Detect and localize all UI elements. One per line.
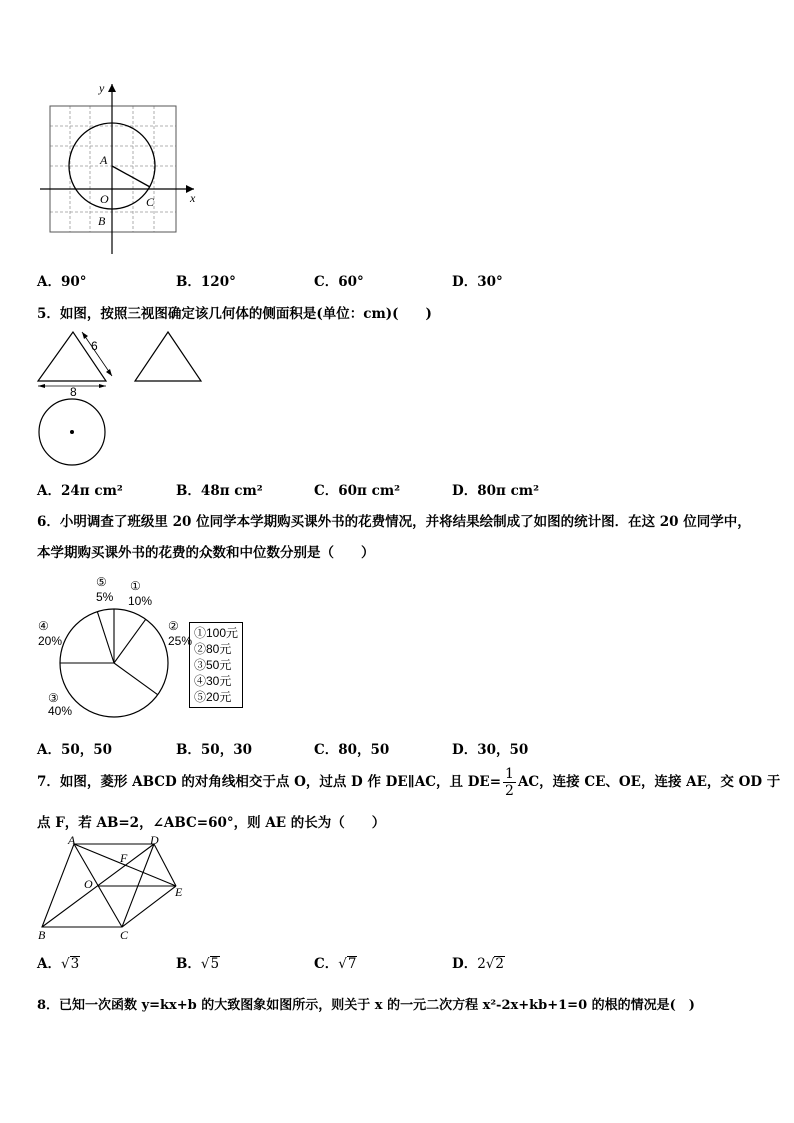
q7-label-d: D bbox=[150, 834, 159, 847]
q7-fraction bbox=[503, 766, 516, 799]
q5-dim-arrow-left bbox=[38, 384, 45, 388]
q6-option-c[interactable]: C．80，50 bbox=[314, 742, 390, 758]
q4-option-c[interactable]: C．60° bbox=[314, 274, 364, 290]
q7-fraction-denominator: 2 bbox=[505, 783, 514, 799]
q7-label-a: A bbox=[68, 834, 76, 847]
q5-option-a-value: 24π cm² bbox=[60, 483, 123, 499]
q5-option-b-letter: B． bbox=[176, 483, 201, 499]
q7-option-a-radicand: 3 bbox=[70, 956, 80, 972]
pie-slice-5-boundary bbox=[97, 612, 114, 663]
q4-label-c: C bbox=[146, 195, 155, 209]
pie-label-4-marker: ④ bbox=[38, 619, 49, 633]
q7-rhombus-figure bbox=[34, 834, 194, 942]
q7-label-b: B bbox=[38, 928, 46, 942]
q4-label-x: x bbox=[190, 191, 196, 205]
q4-radius-ac bbox=[112, 166, 150, 187]
q5-option-d[interactable] bbox=[452, 479, 539, 499]
legend-item-3: ③50元 bbox=[194, 658, 232, 672]
pie-label-2-percent: 25% bbox=[168, 634, 193, 648]
sqrt-icon: √ bbox=[200, 956, 210, 972]
pie-label-4-percent: 20% bbox=[38, 634, 63, 648]
q5-option-b[interactable] bbox=[176, 479, 263, 499]
q4-label-y: y bbox=[99, 81, 105, 95]
sqrt-icon: √ bbox=[60, 956, 70, 972]
q7-fraction-numerator: 1 bbox=[505, 766, 514, 782]
q6-stem-line1: 6．小明调查了班级里 20 位同学本学期购买课外书的花费情况，并将结果绘制成了如图的统计图．在这 20 位同学中， bbox=[37, 514, 751, 530]
sqrt-icon: √ bbox=[485, 956, 495, 972]
q5-dim-base-label: 8 bbox=[70, 385, 77, 399]
q6-pie-legend bbox=[189, 622, 243, 708]
q6-pie-slices bbox=[60, 609, 168, 717]
q4-label-o: O bbox=[100, 192, 109, 206]
legend-item-4: ④30元 bbox=[194, 674, 232, 688]
q7-option-d-radicand: 2 bbox=[495, 956, 505, 972]
q7-stem-line2: 点 F，若 AB=2，∠ABC=60°，则 AE 的长为（ ） bbox=[37, 815, 386, 831]
pie-slice-2-boundary bbox=[114, 619, 146, 663]
q7-option-b-letter: B． bbox=[176, 956, 201, 972]
q7-stem-part1: 7．如图，菱形 ABCD 的对角线相交于点 O，过点 D 作 DE∥AC，且 DE= bbox=[37, 774, 502, 790]
q5-option-a-letter: A． bbox=[37, 483, 61, 499]
q4-label-b: B bbox=[98, 214, 106, 228]
q5-dim-arrow-top bbox=[82, 332, 88, 339]
legend-item-5: ⑤20元 bbox=[194, 690, 232, 704]
q6-option-b[interactable]: B．50，30 bbox=[176, 742, 252, 758]
q5-option-d-letter: D． bbox=[452, 483, 478, 499]
sqrt-icon: √ bbox=[338, 956, 347, 972]
q5-dim-side-label: 6 bbox=[91, 339, 98, 353]
pie-label-3-marker: ③ bbox=[48, 691, 59, 705]
q5-side-view bbox=[135, 332, 201, 381]
q7-option-a[interactable] bbox=[37, 952, 80, 972]
q7-option-c-radicand: 7 bbox=[347, 956, 357, 972]
pie-label-2-marker: ② bbox=[168, 619, 179, 633]
q4-y-arrow bbox=[108, 84, 116, 92]
pie-label-1-percent: 10% bbox=[128, 594, 153, 608]
q7-label-c: C bbox=[120, 928, 129, 942]
pie-label-3-percent: 40% bbox=[48, 704, 73, 718]
q7-option-b[interactable] bbox=[176, 952, 220, 972]
q7-option-b-radicand: 5 bbox=[210, 956, 220, 972]
q5-option-c-value: 60π cm² bbox=[338, 483, 401, 499]
q7-label-f: F bbox=[120, 851, 128, 865]
pie-label-5-percent: 5% bbox=[96, 590, 114, 604]
q7-option-d-letter: D． bbox=[452, 956, 478, 972]
q5-option-a[interactable] bbox=[37, 479, 123, 499]
pie-label-5-marker: ⑤ bbox=[96, 575, 107, 589]
q7-segment-de bbox=[154, 844, 176, 886]
q7-label-o: O bbox=[84, 877, 93, 891]
q5-three-view-figure bbox=[34, 328, 209, 472]
q5-option-c-letter: C． bbox=[314, 483, 339, 499]
pie-label-1-marker: ① bbox=[130, 579, 141, 593]
q5-option-b-value: 48π cm² bbox=[200, 483, 263, 499]
legend-item-2: ②80元 bbox=[194, 642, 232, 656]
q4-label-a: A bbox=[100, 153, 108, 167]
q5-dim-arrow-right bbox=[99, 384, 106, 388]
q7-option-a-letter: A． bbox=[37, 956, 61, 972]
q4-option-d[interactable]: D．30° bbox=[452, 274, 503, 290]
q7-option-c[interactable] bbox=[314, 952, 357, 972]
q6-option-d[interactable]: D．30，50 bbox=[452, 742, 529, 758]
q5-option-c[interactable] bbox=[314, 479, 400, 499]
q7-stem-line1 bbox=[37, 766, 780, 799]
q8-stem: 8．已知一次函数 y=kx+b 的大致图象如图所示，则关于 x 的一元二次方程 x²-2x+kb+1=0 的根的情况是( ) bbox=[37, 998, 695, 1013]
q7-label-e: E bbox=[175, 885, 183, 899]
q7-option-d[interactable] bbox=[452, 952, 505, 972]
q4-option-a[interactable]: A．90° bbox=[37, 274, 87, 290]
q7-option-d-coef: 2 bbox=[477, 956, 486, 972]
q7-option-c-letter: C． bbox=[314, 956, 339, 972]
q4-coordinate-figure bbox=[36, 78, 206, 258]
q5-option-d-value: 80π cm² bbox=[477, 483, 540, 499]
q4-option-b[interactable]: B．120° bbox=[176, 274, 236, 290]
legend-item-1: ①100元 bbox=[194, 626, 239, 640]
q6-stem-line2: 本学期购买课外书的花费的众数和中位数分别是（ ） bbox=[37, 545, 375, 561]
q5-stem: 5．如图，按照三视图确定该几何体的侧面积是(单位：cm)( ) bbox=[37, 306, 432, 322]
q6-option-a[interactable]: A．50，50 bbox=[37, 742, 113, 758]
q7-stem-part2: AC，连接 CE、OE，连接 AE，交 OD 于 bbox=[517, 774, 781, 790]
q5-dim-arrow-bottom bbox=[106, 369, 112, 376]
q5-top-view-center bbox=[70, 430, 74, 434]
pie-slice-3-boundary bbox=[114, 663, 158, 695]
